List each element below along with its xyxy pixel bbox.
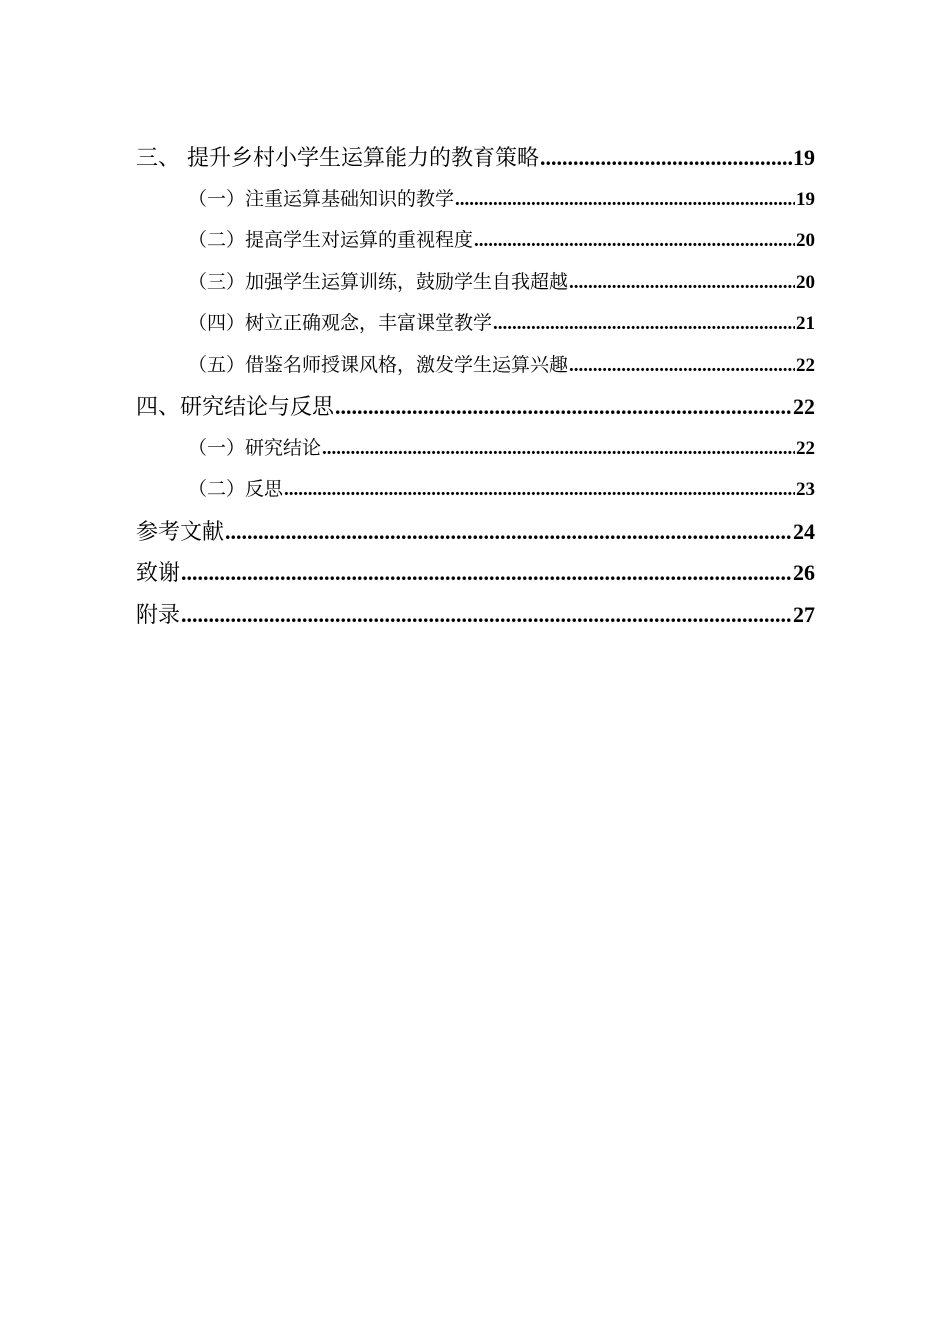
toc-entry-page-number: 20 [796,271,815,293]
toc-dot-leader [225,511,792,553]
toc-entry-title: （二）提高学生对运算的重视程度 [188,229,474,251]
toc-entry-section-4[interactable] [136,386,815,428]
table-of-contents [136,137,815,635]
toc-entry-page-number: 22 [796,437,815,459]
toc-dot-leader [569,345,795,387]
toc-entry-page-number: 27 [793,601,815,627]
toc-dot-leader [322,428,795,470]
toc-entry-page-number: 22 [793,394,815,419]
toc-entry-appendix[interactable] [136,594,815,636]
toc-entry-title: （一）研究结论 [188,436,322,459]
toc-dot-leader [181,552,792,594]
toc-entry-page-number: 23 [796,479,815,500]
toc-dot-leader [335,386,792,428]
toc-entry-page-number: 24 [793,518,815,544]
toc-entry-page-number: 19 [793,145,815,170]
toc-dot-leader [493,303,795,345]
toc-entry-page-number: 19 [796,188,815,210]
toc-entry-title: 三、 提升乡村小学生运算能力的教育策略 [136,146,539,171]
toc-dot-leader [181,594,792,636]
toc-dot-leader [540,137,792,179]
toc-entry-title: 附录 [136,602,181,628]
toc-entry-title: （一）注重运算基础知识的教学 [188,187,455,210]
toc-dot-leader [474,220,795,262]
toc-entry-page-number: 20 [796,230,815,251]
toc-entry-title: （三）加强学生运算训练，鼓励学生自我超越 [188,270,569,293]
toc-dot-leader [455,179,795,221]
toc-entry-title: （二）反思 [188,478,284,500]
toc-entry-title: （五）借鉴名师授课风格，激发学生运算兴趣 [188,353,569,376]
toc-entry-page-number: 22 [796,354,815,376]
toc-dot-leader [569,262,795,304]
toc-entry-page-number: 21 [796,313,815,334]
toc-entry-section-3[interactable] [136,137,815,179]
toc-entry-section-3-1[interactable] [136,179,815,221]
toc-entry-section-3-2[interactable] [136,220,815,262]
toc-entry-section-4-2[interactable] [136,469,815,511]
toc-entry-section-4-1[interactable] [136,428,815,470]
toc-entry-title: 致谢 [136,561,181,586]
toc-entry-title: 参考文献 [136,519,225,545]
toc-entry-section-3-5[interactable] [136,345,815,387]
toc-entry-page-number: 26 [793,560,815,585]
toc-entry-section-3-3[interactable] [136,262,815,304]
toc-entry-title: 四、研究结论与反思 [136,395,335,420]
toc-entry-section-3-4[interactable] [136,303,815,345]
toc-entry-references[interactable] [136,511,815,553]
toc-dot-leader [284,469,795,511]
toc-entry-title: （四）树立正确观念，丰富课堂教学 [188,312,493,334]
toc-entry-acknowledgements[interactable] [136,552,815,594]
